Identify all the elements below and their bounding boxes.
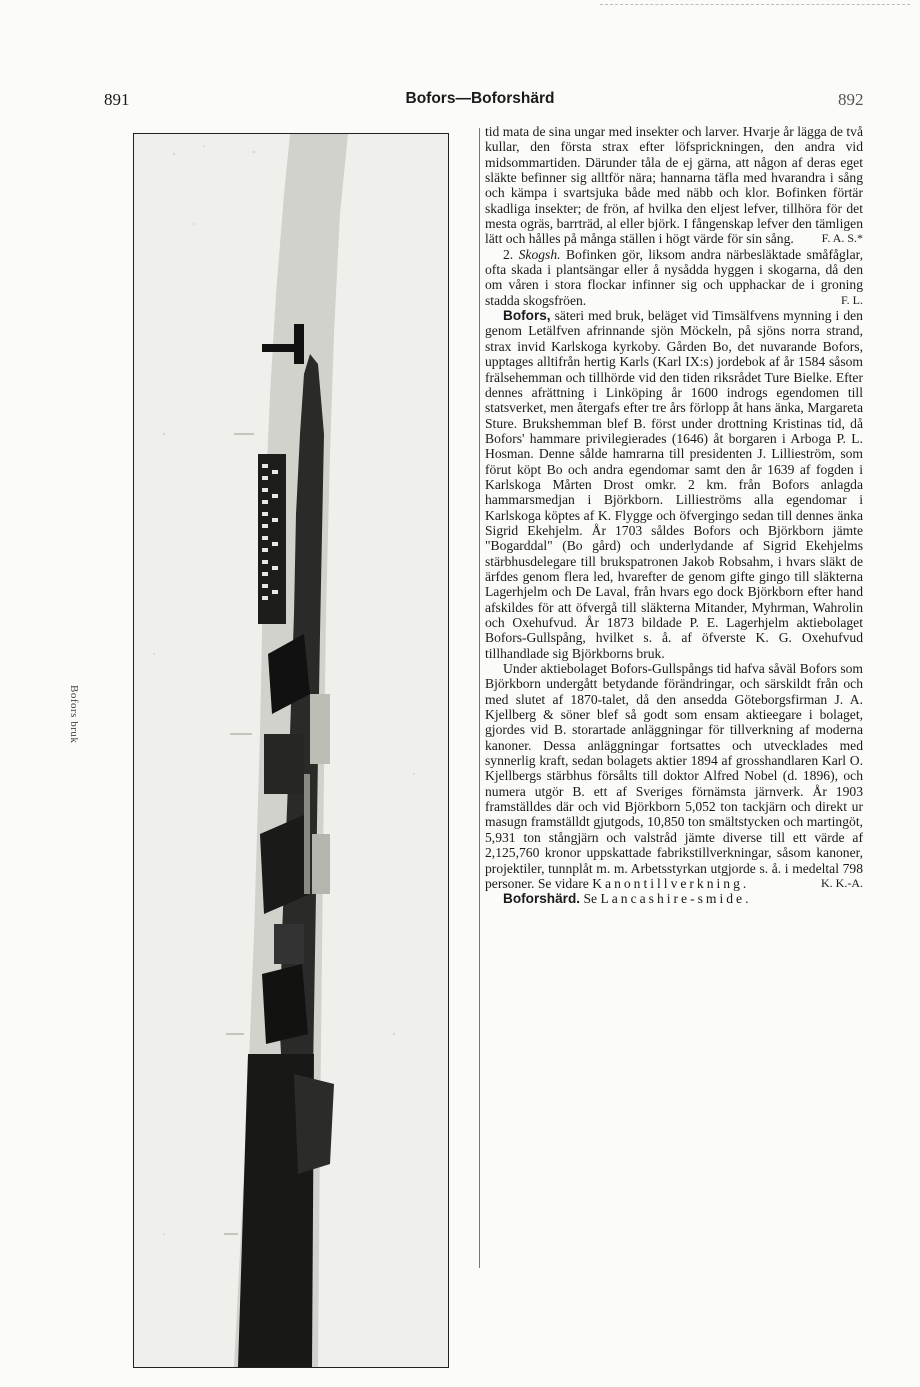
article-paragraph xyxy=(485,124,863,247)
author-signature: K. K.-A. xyxy=(821,875,863,890)
article-entry-boforshard xyxy=(485,891,863,906)
subject-term: Skogsh. xyxy=(518,246,561,262)
column-rule xyxy=(479,128,480,1268)
top-scan-rule xyxy=(600,4,910,5)
article-paragraph xyxy=(485,247,863,308)
factory-photograph xyxy=(134,134,448,1367)
cross-reference: Kanontillverkning. xyxy=(592,875,750,891)
paragraph-number: 2. xyxy=(503,246,514,262)
see-label: Se xyxy=(583,891,598,907)
encyclopedia-column xyxy=(485,124,863,907)
article-entry-bofors xyxy=(485,308,863,661)
headword: Bofors, xyxy=(503,308,551,324)
paragraph-text: säteri med bruk, beläget vid Timsälfvens mynning i den genom Letälfven afrinnande sjön Möckeln, på sjöns norra strand, strax invid Karlskoga kyrkoby. Gården Bo, det nuvarande Bofors, upptages alltifrån hertig Karls (Karl IX:s) jordebok af år 1584 såsom frälsehemman och tillhörde vid den tiden riksrådet Ture Bielke. Efter dennes afrättning i Linköping år 1600 indrogs egendomen till statsverket, men återgafs efter tre års förlopp åt hans änka, Margareta Sture. Brukshemman blef B. först under drottning Kristinas tid, då Bofors' hammare privilegierades (1646) åt borgaren i Arboga P. L. Hosman. Denne sålde hamrarna till presidenten J. Lillieström, som förut köpt Bo och andra egendomar samt den år 1639 af fogden i Karlskoga Mårten Drost omkr. 2 km. från Bofors anlagda hammarsmedjan i Björkborn. Lillieströms alla egendomar i Karlskoga köptes af K. Flygge och öfvergingo sedan till dennes änka Sigrid Ekehjelm. År 1703 såldes Bofors och Björkborn jämte "Bogarddal" (Bo gård) och underlydande af Sigrid Ekehjelms stärbhusdelegare till brukspatronen Jakob Robsahm, i hvars släkt de ärfdes genom flera led, hvarefter de genom gifte gingo till släkterna Lagerhjelm och De Laval, från hvars ego dock Björkborn efter hand afskildes för att öfvergå till släkterna Mitander, Myhrman, Wahrolin och Oxehufvud. År 1873 bildade P. E. Lagerhjelm aktiebolaget Bofors-Gullspång, hvilket s. å. af öfverste K. G. Oxehufvud tillhandlade sig Björkborns bruk. xyxy=(485,308,863,661)
author-signature: F. A. S.* xyxy=(821,231,863,246)
article-paragraph xyxy=(485,661,863,891)
paragraph-text: Bofinken gör, liksom andra närbesläktade småfåglar, ofta skada i plantsängar eller å nysådda hyggen i skogarna, då den om våren i stora flockar infinner sig och upphackar de i groning stadda skogsfröen. xyxy=(485,246,863,308)
cross-reference: Lancashire-smide. xyxy=(600,891,752,907)
plate-caption: Bofors bruk xyxy=(68,685,80,744)
paragraph-text: Under aktiebolaget Bofors-Gullspångs tid hafva såväl Bofors som Björkborn undergått betydande förändringar, och särskildt från och med slutet af 1870-talet, då den ansedda Göteborgsfirman J. A. Kjellberg & söner blef så godt som ensam aktieegare i bolaget, gjordes vid B. storartade anläggningar för tillverkning af moderna kanoner. Dessa anläggningar fortsattes och utvecklades med synnerlig kraft, sedan bolagets aktier 1894 af grosshandlaren Karl O. Kjellbergs stärbhus försålts till doktor Alfred Nobel (d. 1896), och numera utgör B. ett af Sveriges förnämsta järnverk. År 1903 framställdes där och vid Björkborn 5,052 ton tackjärn och direkt ur masugn framställdt gjutgods, 10,850 ton smältstycken och martingöt, 5,931 ton stångjärn och valstråd jämte diverse till ett värde af 2,125,760 kronor uppskattade fabrikstillverkningar, såsom kanoner, projektiler, tunnplåt m. m. Arbetsstyrkan utgjorde s. å. i medeltal 798 personer. Se vidare xyxy=(485,661,863,891)
page-number-left: 891 xyxy=(104,90,130,109)
headword: Boforshärd. xyxy=(503,891,581,907)
author-signature: F. L. xyxy=(840,292,863,307)
page-number-right: 892 xyxy=(838,90,864,109)
photo-plate xyxy=(133,133,449,1368)
paragraph-text: tid mata de sina ungar med insekter och larver. Hvarje år lägga de två kullar, den första strax efter löfsprickningen, den andra vid midsommartiden. Därunder tåla de ej gärna, att någon af deras eget släkte befinner sig alltför nära; hannarna täfla med hvarandra i sång och kämpa i svartsjuka både med näbb och klor. Bofinken förtär skadliga insekter; de frön, af hvilka den eljest lefver, tillhöra för det mesta ogräs, barrträd, al eller björk. I fångenskap lefver den tämligen lätt och hålles på många ställen i högt värde för sin sång. xyxy=(485,124,863,247)
running-head: Bofors—Boforshärd xyxy=(405,90,555,107)
